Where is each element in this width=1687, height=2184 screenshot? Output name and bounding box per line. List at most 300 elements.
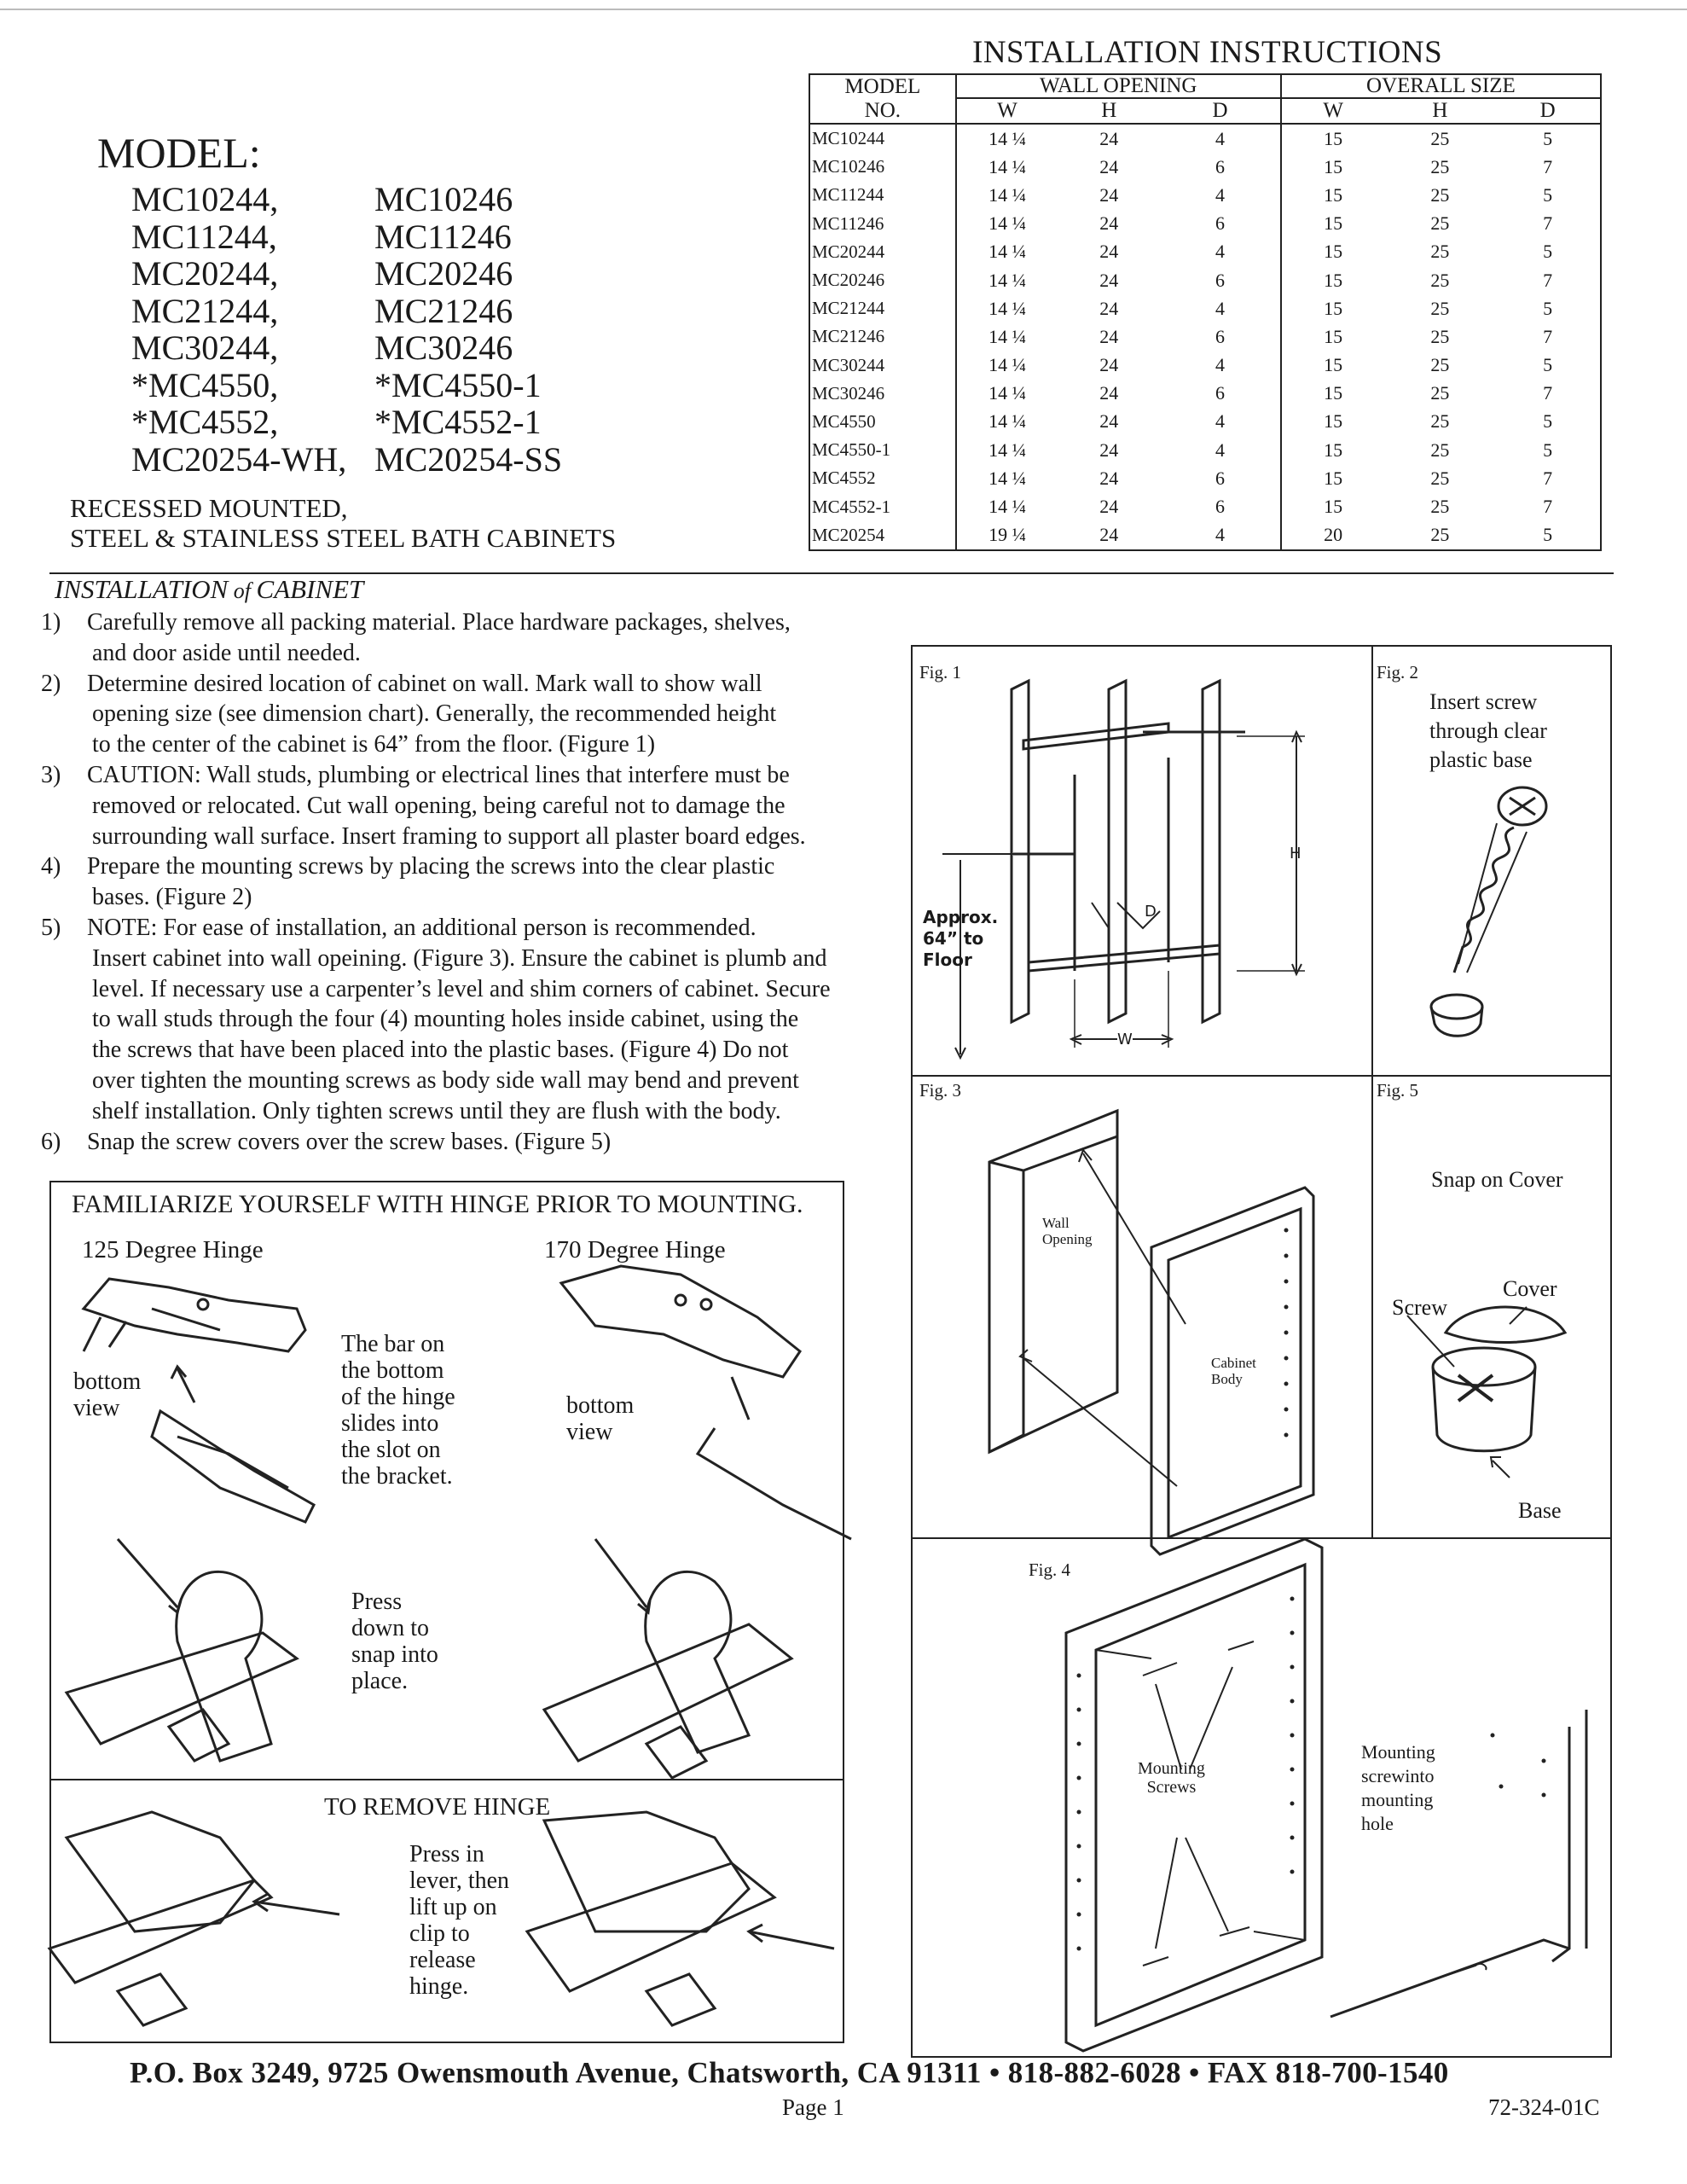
cell-value: 24: [1099, 354, 1119, 376]
cell-value: 25: [1430, 439, 1450, 461]
cell-value: 15: [1281, 464, 1385, 492]
cell-value: 15: [1281, 351, 1385, 380]
text-line: lever, then: [409, 1867, 510, 1894]
text-line: release: [409, 1947, 476, 1973]
model-item: MC20254-SS: [374, 439, 563, 479]
screw-thread: [1454, 828, 1514, 973]
step-number: 4): [41, 853, 61, 880]
fig1-approx: [923, 907, 998, 971]
cell-value: 4: [1215, 241, 1225, 263]
header-w: W: [1281, 98, 1385, 124]
label-line: bottom: [566, 1392, 635, 1419]
remove-hinge-2: [527, 1863, 774, 1991]
installation-steps: [41, 607, 902, 1157]
remove-arrow-1: [254, 1902, 339, 1914]
detail-screw: [1424, 1964, 1487, 1983]
hinge-125-label: 125 Degree Hinge: [82, 1236, 264, 1263]
screw-head-cross: [1510, 798, 1535, 815]
cell-value: 14 ¼: [956, 238, 1058, 266]
cell-value: 7: [1543, 496, 1553, 518]
cell-value: 25: [1430, 354, 1450, 376]
cell-model: MC20246: [812, 270, 885, 291]
hinge-125-rivet: [198, 1299, 208, 1310]
cell-value: 4: [1215, 354, 1225, 376]
cell-value: 14 ¼: [956, 210, 1058, 238]
remove-plate-1: [118, 1974, 186, 2025]
cell-model: MC10244: [812, 128, 885, 149]
header-overall-size: OVERALL SIZE: [1281, 74, 1601, 98]
cell-value: 14 ¼: [956, 266, 1058, 294]
cell-value: 25: [1430, 496, 1450, 518]
table-row: [809, 322, 1601, 351]
cell-value: 15: [1281, 210, 1385, 238]
cell-value: 6: [1215, 155, 1225, 177]
cell-value: 24: [1099, 241, 1119, 263]
step-number: 5): [41, 914, 61, 941]
mount-arrow-4: [1186, 1838, 1228, 1931]
hinge-125-mounted: [67, 1633, 297, 1744]
table-row: [809, 124, 1601, 153]
hinge-illustrations: [49, 1181, 844, 2043]
table-row: [809, 294, 1601, 322]
stud-center: [1109, 681, 1126, 1022]
header-d: D: [1495, 98, 1601, 124]
fig3-wall-label: [1042, 1215, 1093, 1247]
text-line: down to: [351, 1615, 429, 1641]
text-line: the bracket.: [341, 1463, 453, 1490]
fig3-arrow-2: [1023, 1358, 1177, 1486]
cell-value: 24: [1099, 467, 1119, 489]
cell-value: 25: [1430, 212, 1450, 235]
cell-value: 24: [1099, 127, 1119, 149]
model-item: MC20254-WH,: [131, 439, 347, 479]
label-line: Mounting: [1138, 1759, 1205, 1778]
label-line: bottom: [73, 1368, 142, 1395]
fig5-drawing: [1373, 1077, 1610, 1537]
mount-arrow-1: [1156, 1684, 1181, 1769]
cell-value: 14 ¼: [956, 408, 1058, 436]
step-number: 2): [41, 670, 61, 697]
screw-top: [1143, 1641, 1254, 1676]
step-line: the screws that have been placed into the plastic bases. (Figure 4) Do not: [92, 1037, 789, 1064]
description-line: RECESSED MOUNTED,: [70, 493, 348, 523]
step-line: Determine desired location of cabinet on wall. Mark wall to show wall: [87, 670, 762, 697]
step-line: level. If necessary use a carpenter’s level and shim corners of cabinet. Secure: [92, 975, 831, 1002]
title-of: of: [228, 578, 257, 603]
table-row: [809, 492, 1601, 520]
cell-value: 15: [1281, 380, 1385, 408]
cell-model: MC21244: [812, 298, 885, 319]
fig1-label: Fig. 1: [919, 662, 962, 682]
table-row: [809, 210, 1601, 238]
approx-line: 64” to: [923, 928, 984, 949]
description-line: STEEL & STAINLESS STEEL BATH CABINETS: [70, 523, 617, 553]
text-line: Press: [351, 1589, 403, 1615]
cell-model: MC4550-1: [812, 439, 891, 461]
cell-value: 15: [1281, 408, 1385, 436]
fig3-arrowhead-2: [1020, 1350, 1032, 1362]
fig2-drawing: [1373, 768, 1610, 1066]
model-item: *MC4550,: [131, 365, 279, 404]
cell-model: MC20254: [812, 524, 885, 545]
cell-value: 4: [1215, 297, 1225, 319]
remove-hand-2: [544, 1812, 749, 1931]
step-item: [41, 1127, 902, 1158]
model-item: MC20244,: [131, 254, 279, 293]
step-line: removed or relocated. Cut wall opening, being careful not to damage the: [92, 792, 786, 819]
step-line: Prepare the mounting screws by placing the screws into the clear plastic: [87, 853, 775, 880]
model-item: MC10244,: [131, 180, 279, 218]
title-main: INSTALLATION: [55, 574, 229, 604]
base-arrowhead: [1491, 1457, 1501, 1467]
table-row: [809, 351, 1601, 380]
top-rule: [0, 9, 1687, 10]
cell-value: 25: [1430, 241, 1450, 263]
cell-value: 6: [1215, 382, 1225, 404]
model-item: MC11246: [374, 217, 512, 256]
fig5-cover-label: Cover: [1503, 1276, 1557, 1301]
wall-opening-front: [989, 1111, 1117, 1452]
hinge-title: FAMILIARIZE YOURSELF WITH HINGE PRIOR TO MOUNTING.: [72, 1190, 803, 1218]
cell-value: 5: [1543, 524, 1553, 546]
step-line: bases. (Figure 2): [92, 884, 252, 911]
cell-value: 24: [1099, 524, 1119, 546]
footer-address: P.O. Box 3249, 9725 Owensmouth Avenue, Chatsworth, CA 91311 • 818-882-6028 • FAX 818-700-1540: [130, 2056, 1449, 2089]
screw-cross: [1458, 1375, 1493, 1401]
model-item: *MC4552,: [131, 403, 279, 441]
hinge-125-body: [84, 1279, 305, 1351]
step-number: 3): [41, 761, 61, 788]
step-item: [41, 607, 902, 669]
cell-value: 5: [1543, 410, 1553, 433]
cell-value: 14 ¼: [956, 322, 1058, 351]
label-line: Opening: [1042, 1231, 1093, 1247]
cell-value: 15: [1281, 181, 1385, 209]
cell-value: 7: [1543, 382, 1553, 404]
base-arrow: [1493, 1461, 1510, 1478]
fig3-body-label: [1211, 1355, 1256, 1387]
label-line: Body: [1211, 1371, 1243, 1387]
cell-value: 6: [1215, 496, 1225, 518]
cell-value: 24: [1099, 297, 1119, 319]
footer-code: 72-324-01C: [1488, 2094, 1600, 2120]
cabinet-holes: [1284, 1228, 1289, 1438]
hinge-170-bracket: [698, 1428, 851, 1539]
cell-value: 25: [1430, 269, 1450, 291]
text-line: the slot on: [341, 1437, 441, 1463]
cell-value: 24: [1099, 269, 1119, 291]
text-line: hole: [1361, 1813, 1394, 1834]
header-w: W: [956, 98, 1058, 124]
cell-value: 14 ¼: [956, 124, 1058, 153]
stud-left: [1012, 681, 1029, 1022]
step-item: [41, 913, 902, 1127]
table-row: [809, 464, 1601, 492]
label-line: Wall: [1042, 1215, 1070, 1231]
step-item: [41, 669, 902, 760]
fig2-text: [1429, 688, 1547, 775]
cell-value: 4: [1215, 439, 1225, 461]
text-line: mounting: [1361, 1789, 1434, 1810]
table-row: [809, 181, 1601, 209]
mount-arrow-2: [1190, 1667, 1232, 1769]
text-line: screwinto: [1361, 1765, 1435, 1786]
cell-model: MC30246: [812, 382, 885, 404]
finger-1: [177, 1571, 271, 1761]
dimension-table: [809, 73, 1602, 551]
cell-value: 15: [1281, 153, 1385, 181]
hinge-170-mounted: [544, 1624, 791, 1761]
cell-value: 15: [1281, 266, 1385, 294]
model-heading: MODEL:: [97, 129, 261, 177]
cell-value: 15: [1281, 322, 1385, 351]
screw-shaft: [1458, 823, 1527, 973]
hinge-125-plate: [169, 1710, 229, 1761]
screw-arrow: [1407, 1316, 1454, 1367]
title-tail: CABINET: [256, 574, 364, 604]
cell-value: 6: [1215, 269, 1225, 291]
remove-hinge-title: TO REMOVE HINGE: [324, 1793, 551, 1821]
cell-value: 14 ¼: [956, 181, 1058, 209]
cell-value: 24: [1099, 410, 1119, 433]
cell-value: 4: [1215, 183, 1225, 206]
text-line: Insert screw: [1429, 689, 1538, 714]
fig1-drawing: [913, 647, 1371, 1073]
cell-value: 6: [1215, 467, 1225, 489]
fig4-hole-label: [1361, 1740, 1435, 1836]
cell-value: 4: [1215, 127, 1225, 149]
cell-model: MC30244: [812, 354, 885, 375]
cell-value: 25: [1430, 410, 1450, 433]
cell-model: MC4552: [812, 468, 876, 489]
text-line: the bottom: [341, 1357, 444, 1384]
cell-value: 5: [1543, 297, 1553, 319]
table-row: [809, 266, 1601, 294]
cell-value: 15: [1281, 238, 1385, 266]
cell-value: 4: [1215, 410, 1225, 433]
cell-value: 15: [1281, 294, 1385, 322]
step-line: to the center of the cabinet is 64” from the floor. (Figure 1): [92, 731, 656, 758]
header-wall-opening: WALL OPENING: [956, 74, 1281, 98]
wall-opening-side: [989, 1162, 1023, 1452]
cell-value: 24: [1099, 183, 1119, 206]
text-line: through clear: [1429, 718, 1547, 743]
label-line: Screws: [1146, 1778, 1197, 1797]
cell-model: MC4550: [812, 410, 876, 432]
press-arrow-2: [595, 1539, 646, 1607]
mount-arrow-3: [1156, 1838, 1177, 1949]
section-title: [55, 574, 363, 605]
header-h: H: [1058, 98, 1160, 124]
text-line: The bar on: [341, 1331, 445, 1357]
cell-value: 25: [1430, 297, 1450, 319]
step-line: Carefully remove all packing material. Place hardware packages, shelves,: [87, 609, 791, 636]
table-row: [809, 380, 1601, 408]
cell-value: 5: [1543, 183, 1553, 206]
cell-value: 14 ¼: [956, 153, 1058, 181]
fig1-d-label: D: [1145, 903, 1157, 921]
remove-hinge-1: [49, 1880, 271, 1983]
text-line: hinge.: [409, 1973, 469, 2000]
hinge-170-body: [561, 1266, 800, 1377]
header-d: D: [1160, 98, 1281, 124]
cell-value: 14 ¼: [956, 492, 1058, 520]
step-line: NOTE: For ease of installation, an additional person is recommended.: [87, 914, 757, 941]
step-item: [41, 851, 902, 913]
model-item: MC30244,: [131, 328, 279, 367]
label-line: view: [73, 1395, 120, 1421]
model-item: *MC4552-1: [374, 403, 542, 441]
plastic-base-top: [1431, 995, 1482, 1019]
step-number: 1): [41, 609, 61, 636]
fig3-drawing: [913, 1077, 1371, 1537]
cell-value: 7: [1543, 269, 1553, 291]
model-item: *MC4550-1: [374, 365, 542, 404]
press-arrow-1: [118, 1539, 177, 1607]
approx-line: Approx.: [923, 907, 999, 927]
hinge-170-rivet: [675, 1295, 686, 1305]
cell-value: 24: [1099, 382, 1119, 404]
hinge-170-label: 170 Degree Hinge: [544, 1236, 726, 1263]
header-bottom: [1029, 945, 1220, 971]
text-line: snap into: [351, 1641, 438, 1668]
model-item: MC20246: [374, 254, 513, 293]
detail-wall: [1552, 1727, 1569, 1961]
text-line: Press in: [409, 1841, 484, 1867]
cell-model: MC20244: [812, 241, 885, 262]
remove-plate-2: [646, 1974, 715, 2025]
cell-model: MC4552-1: [812, 496, 891, 517]
cell-model: MC21246: [812, 326, 885, 347]
fig5-label: Fig. 5: [1377, 1080, 1419, 1101]
cell-value: 15: [1281, 124, 1385, 153]
step-line: surrounding wall surface. Insert framing to support all plaster board edges.: [92, 822, 806, 850]
remove-hand-1: [67, 1812, 254, 1931]
cell-value: 24: [1099, 439, 1119, 461]
fig4-label: Fig. 4: [1029, 1560, 1071, 1580]
cell-value: 14 ¼: [956, 351, 1058, 380]
step-line: and door aside until needed.: [92, 639, 361, 666]
model-list: [131, 181, 605, 478]
cell-value: 6: [1215, 212, 1225, 235]
text-line: clip to: [409, 1920, 470, 1947]
approx-line: Floor: [923, 950, 972, 970]
cell-value: 25: [1430, 325, 1450, 347]
step-line: CAUTION: Wall studs, plumbing or electrical lines that interfere must be: [87, 761, 790, 788]
table-row: [809, 436, 1601, 464]
text-line: slides into: [341, 1410, 439, 1437]
header-top: [1023, 723, 1168, 749]
text-line: place.: [351, 1668, 409, 1694]
table-row: [809, 408, 1601, 436]
table-row: [809, 521, 1601, 550]
fig3-label: Fig. 3: [919, 1080, 962, 1101]
cell-value: 5: [1543, 241, 1553, 263]
header-h: H: [1385, 98, 1496, 124]
step-line: over tighten the mounting screws as body side wall may bend and prevent: [92, 1066, 799, 1094]
plastic-base-body: [1431, 1007, 1482, 1036]
cell-value: 24: [1099, 325, 1119, 347]
text-line: plastic base: [1429, 747, 1533, 772]
step-line: opening size (see dimension chart). Generally, the recommended height: [92, 700, 777, 728]
cell-value: 4: [1215, 524, 1225, 546]
model-item: MC21244,: [131, 291, 279, 330]
fig2-label: Fig. 2: [1377, 662, 1419, 682]
label-line: view: [566, 1419, 613, 1445]
cell-value: 7: [1543, 467, 1553, 489]
cell-value: 7: [1543, 212, 1553, 235]
cell-value: 25: [1430, 382, 1450, 404]
hinge-170-arrow: [732, 1377, 749, 1420]
cell-value: 25: [1430, 155, 1450, 177]
cell-value: 15: [1281, 492, 1385, 520]
step-line: Insert cabinet into wall opeining. (Figure 3). Ensure the cabinet is plumb and: [92, 944, 827, 972]
cell-value: 25: [1430, 127, 1450, 149]
step-number: 6): [41, 1128, 61, 1155]
text-line: lift up on: [409, 1894, 497, 1920]
detail-floor: [1330, 1940, 1569, 2017]
cell-value: 24: [1099, 496, 1119, 518]
text-line: Mounting: [1361, 1741, 1435, 1763]
cell-value: 25: [1430, 467, 1450, 489]
cell-value: 7: [1543, 155, 1553, 177]
cell-model: MC10246: [812, 156, 885, 177]
cell-value: 14 ¼: [956, 294, 1058, 322]
cell-value: 7: [1543, 325, 1553, 347]
fig5-screw-label: Screw: [1392, 1295, 1447, 1320]
cover: [1446, 1307, 1565, 1343]
text-line: of the hinge: [341, 1384, 455, 1410]
cell-model: MC11244: [812, 184, 884, 206]
cell-value: 6: [1215, 325, 1225, 347]
step-line: Snap the screw covers over the screw bases. (Figure 5): [87, 1128, 612, 1155]
step-item: [41, 760, 902, 851]
hinge-125-bracket: [152, 1411, 314, 1522]
cell-value: 5: [1543, 439, 1553, 461]
header-model: MODEL: [844, 74, 921, 98]
cell-value: 15: [1281, 436, 1385, 464]
footer-page: Page 1: [782, 2094, 844, 2120]
step-line: shelf installation. Only tighten screws until they are flush with the body.: [92, 1097, 781, 1124]
hinge-170-rivet: [701, 1299, 711, 1310]
cell-value: 14 ¼: [956, 464, 1058, 492]
cell-value: 24: [1099, 155, 1119, 177]
model-item: MC30246: [374, 328, 513, 367]
model-item: MC11244,: [131, 217, 277, 256]
cell-value: 20: [1281, 521, 1385, 550]
label-line: Cabinet: [1211, 1355, 1256, 1371]
cell-value: 5: [1543, 354, 1553, 376]
cell-value: 5: [1543, 127, 1553, 149]
header-model-no: NO.: [809, 98, 956, 124]
cell-value: 19 ¼: [956, 521, 1058, 550]
table-title: INSTALLATION INSTRUCTIONS: [972, 35, 1443, 70]
cell-value: 14 ¼: [956, 380, 1058, 408]
step-line: to wall studs through the four (4) mounting holes inside cabinet, using the: [92, 1006, 799, 1033]
cell-value: 14 ¼: [956, 436, 1058, 464]
model-item: MC10246: [374, 180, 513, 218]
cell-value: 25: [1430, 524, 1450, 546]
cell-model: MC11246: [812, 212, 884, 234]
cover-arrow: [1510, 1307, 1527, 1324]
table-row: [809, 153, 1601, 181]
table-body: [809, 124, 1601, 550]
fig1-w-label: W: [1117, 1031, 1133, 1048]
fig4-drawing: [913, 1539, 1610, 2056]
fig5-base-label: Base: [1518, 1498, 1562, 1523]
fig4-mounting-label: [1138, 1759, 1205, 1797]
cell-value: 25: [1430, 183, 1450, 206]
